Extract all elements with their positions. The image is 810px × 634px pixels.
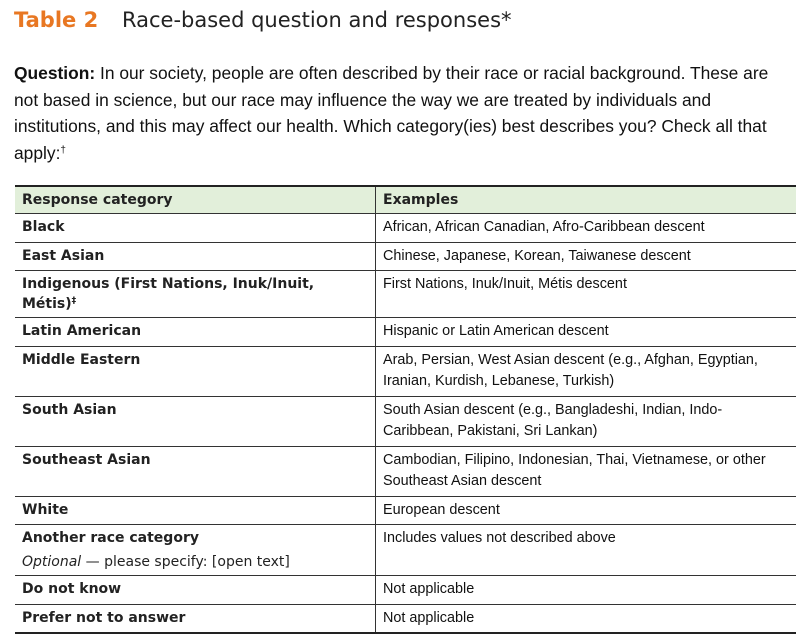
table-header-row <box>15 186 796 214</box>
table-row <box>15 604 796 633</box>
row-examples: First Nations, Inuk/Inuit, Métis descent <box>376 271 797 318</box>
row-category-cell <box>15 525 376 576</box>
row-category: Do not know <box>15 576 376 605</box>
table-row <box>15 525 796 576</box>
row-category: Middle Eastern <box>15 346 376 396</box>
question-text: In our society, people are often described by their race or racial background. These are not based in science, but our race may influence the way we are treated by individuals and institutions, and this may affect our health. Which category(ies) best describes you? Check all that apply: <box>14 63 769 163</box>
optional-text: — please specify: [open text] <box>81 554 290 570</box>
question-paragraph <box>14 60 794 166</box>
row-examples: Arab, Persian, West Asian descent (e.g., Afghan, Egyptian, Iranian, Kurdish, Lebanese, Turkish) <box>376 346 797 396</box>
table-row <box>15 318 796 347</box>
header-response-category: Response category <box>15 186 376 214</box>
row-examples: Cambodian, Filipino, Indonesian, Thai, Vietnamese, or other Southeast Asian descent <box>376 446 797 496</box>
table-heading <box>14 8 512 32</box>
question-label: Question: <box>14 63 96 83</box>
row-category: East Asian <box>15 242 376 271</box>
row-examples: Hispanic or Latin American descent <box>376 318 797 347</box>
row-category: South Asian <box>15 396 376 446</box>
table-row <box>15 496 796 525</box>
table-row <box>15 271 796 318</box>
row-footnote-mark: ‡ <box>71 296 77 306</box>
row-examples: European descent <box>376 496 797 525</box>
row-category: Black <box>15 214 376 243</box>
row-category: Another race category <box>22 530 199 546</box>
optional-specify-note <box>22 552 368 572</box>
row-examples: Not applicable <box>376 604 797 633</box>
row-category: Prefer not to answer <box>15 604 376 633</box>
row-examples: African, African Canadian, Afro-Caribbean descent <box>376 214 797 243</box>
row-category: White <box>15 496 376 525</box>
row-category-cell <box>15 271 376 318</box>
table-row <box>15 446 796 496</box>
header-examples: Examples <box>376 186 797 214</box>
table-row <box>15 346 796 396</box>
table-number: Table 2 <box>14 8 99 32</box>
table-row <box>15 242 796 271</box>
row-category: Southeast Asian <box>15 446 376 496</box>
row-category: Indigenous (First Nations, Inuk/Inuit, Métis) <box>22 276 315 312</box>
response-table <box>15 185 796 634</box>
question-footnote-mark: † <box>60 144 66 156</box>
optional-label: Optional <box>22 554 82 570</box>
table-row <box>15 396 796 446</box>
table-row <box>15 576 796 605</box>
row-examples: Chinese, Japanese, Korean, Taiwanese descent <box>376 242 797 271</box>
row-examples: Includes values not described above <box>376 525 797 576</box>
row-examples: Not applicable <box>376 576 797 605</box>
row-examples: South Asian descent (e.g., Bangladeshi, Indian, Indo-Caribbean, Pakistani, Sri Lankan) <box>376 396 797 446</box>
table-row <box>15 214 796 243</box>
row-category: Latin American <box>15 318 376 347</box>
table-title: Race-based question and responses* <box>122 8 512 32</box>
